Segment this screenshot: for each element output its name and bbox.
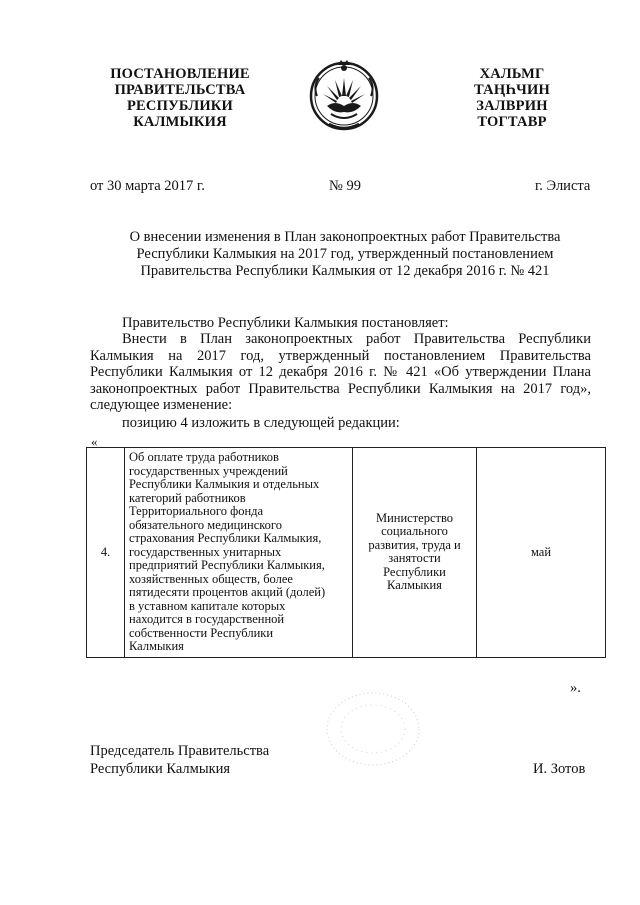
body-line: законопроектных работ Правительства Республики Калмыкия на 2017 год», [90,380,591,397]
header-left [96,66,264,130]
signature-position [90,742,269,778]
responsible-line: Республики [383,564,446,579]
body-line: Калмыкия на 2017 год, утвержденный постановлением Правительства [90,347,591,364]
task-line: Территориального фонда [129,504,264,518]
header-right-line: ТАҢҺЧИН [474,82,550,98]
plan-table [86,447,606,658]
body-line: следующее изменение: [90,397,233,413]
row-number: 4. [87,448,125,658]
header-left-line: КАЛМЫКИЯ [133,114,227,130]
document-date: от 30 марта 2017 г. [90,178,205,194]
task-line: хозяйственных обществ, более [129,571,293,586]
task-line: Об оплате труда работников [129,450,279,464]
signer-name: И. Зотов [533,761,586,777]
body-line: Республики Калмыкия от 12 декабря 2016 г. № 421 «Об утверждении Плана [90,364,591,380]
row-task [125,448,353,658]
task-line: государственных унитарных [129,544,282,559]
header-right [456,66,568,130]
task-line: находится в государственной [129,612,285,626]
close-quote: ». [570,680,581,696]
task-line: страхования Республики Калмыкия, [129,531,322,545]
responsible-line: развития, труда и [368,537,461,552]
signature-line: Республики Калмыкия [90,761,231,777]
task-line: пятидесяти процентов акций (долей) [129,585,326,599]
position-instruction: позицию 4 изложить в следующей редакции: [122,415,400,431]
body-paragraph [90,331,591,414]
row-due-date: май [477,448,606,658]
header-right-line: ХАЛЬМГ [479,66,545,82]
title-line: Республики Калмыкия на 2017 год, утвержденный постановлением [136,246,554,262]
document-number: № 99 [329,178,361,194]
header-left-line: ПРАВИТЕЛЬСТВА [114,82,246,98]
document-city: г. Элиста [535,178,591,194]
task-line: Калмыкия [129,639,184,653]
coat-of-arms-icon [305,56,383,136]
header-left-line: РЕСПУБЛИКИ [126,98,234,114]
responsible-line: Калмыкия [387,578,442,593]
title-line: О внесении изменения в План законопроектных работ Правительства [129,229,561,245]
body-line: Внести в План законопроектных работ Правительства Республики [122,331,591,347]
responsible-line: занятости [388,551,441,566]
header-right-line: ЗАЛВРИН [476,98,548,114]
signature-line: Председатель Правительства [90,743,270,759]
task-line: Республики Калмыкия и отдельных [129,477,320,491]
header-right-line: ТОГТАВР [477,114,547,130]
responsible-line: социального [381,524,448,539]
coat-of-arms-emblem [305,56,383,136]
header-left-line: ПОСТАНОВЛЕНИЕ [110,66,250,82]
title-line: Правительства Республики Калмыкия от 12 декабря 2016 г. № 421 [140,263,550,279]
open-quote: « [91,434,98,449]
task-line: государственных учреждений [129,463,288,478]
preamble: Правительство Республики Калмыкия постановляет: [122,315,449,331]
faded-stamp [318,684,428,774]
task-line: предприятий Республики Калмыкия, [129,558,325,572]
task-line: в уставном капитале которых [129,598,286,613]
task-line: обязательного медицинского [129,517,283,532]
task-line: категорий работников [129,490,246,505]
task-line: собственности Республики [129,625,274,640]
responsible-line: Министерство [375,510,454,525]
table-row [87,448,606,658]
stamp-icon [318,684,428,774]
row-responsible [353,448,477,658]
document-title [90,229,600,280]
